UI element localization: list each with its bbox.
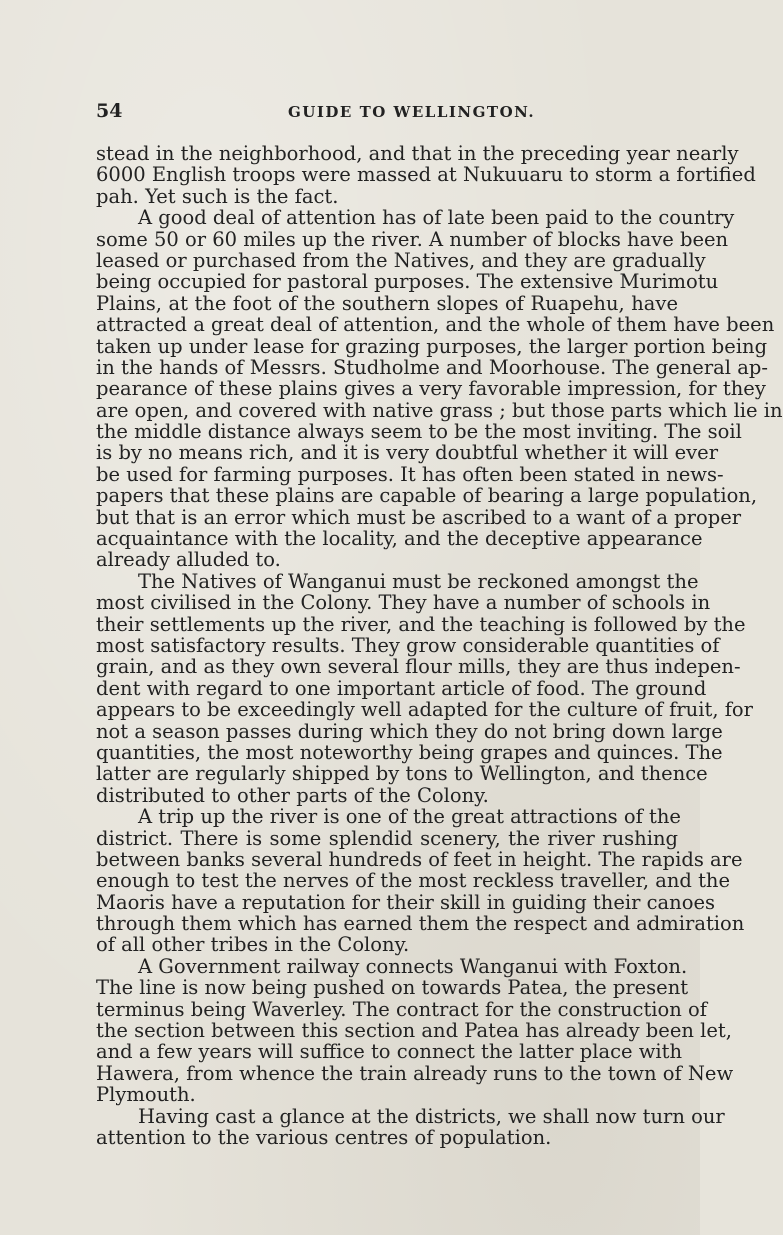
running-title: GUIDE TO WELLINGTON. [288,103,536,121]
text-line: most civilised in the Colony. They have a number of schools in [96,591,711,615]
paragraph [96,569,753,807]
text-line: taken up under lease for grazing purposes, the larger portion being [96,334,768,358]
text-line: of all other tribes in the Colony. [96,933,410,957]
text-line: are open, and covered with native grass ; but those parts which lie in [96,398,783,422]
paragraph [96,206,783,572]
text-line: leased or purchased from the Natives, and they are gradually [96,248,706,272]
text-line: the middle distance always seem to be the most inviting. The soil [96,420,742,444]
paragraph [96,954,734,1107]
text-line: Plains, at the foot of the southern slopes of Ruapehu, have [96,291,678,315]
text-line: acquaintance with the locality, and the deceptive appearance [96,527,703,551]
text-line: Hawera, from whence the train already runs to the town of New [96,1061,734,1085]
text-line: through them which has earned them the respect and admiration [96,912,745,936]
text-line: The line is now being pushed on towards Patea, the present [96,976,689,1000]
text-line: attracted a great deal of attention, and the whole of them have been [96,313,775,337]
text-line: but that is an error which must be ascribed to a want of a proper [96,505,742,529]
text-line: stead in the neighborhood, and that in the preceding year nearly [96,142,739,165]
text-line: Having cast a glance at the districts, we shall now turn our [138,1104,725,1128]
text-line: be used for farming purposes. It has often been stated in news- [96,462,724,486]
text-line: appears to be exceedingly well adapted for the culture of fruit, for [96,698,753,722]
text-line: the section between this section and Patea has already been let, [96,1019,732,1043]
text-line: in the hands of Messrs. Studholme and Moorhouse. The general ap- [96,355,768,379]
text-line: terminus being Waverley. The contract for the construction of [96,997,707,1021]
page-header [96,100,676,126]
text-line: grain, and as they own several flour mills, they are thus indepen- [96,655,741,679]
text-line: distributed to other parts of the Colony. [96,783,489,807]
text-line: The Natives of Wanganui must be reckoned amongst the [138,569,699,593]
text-line: A trip up the river is one of the great attractions of the [138,805,681,829]
page-number: 54 [96,100,123,122]
text-line: pearance of these plains gives a very favorable impression, for they [96,377,766,401]
text-line: being occupied for pastoral purposes. The extensive Murimotu [96,270,719,294]
text-line: quantities, the most noteworthy being grapes and quinces. The [96,740,723,764]
text-line: dent with regard to one important article of food. The ground [96,676,707,700]
text-line: enough to test the nerves of the most reckless traveller, and the [96,869,731,893]
text-line: A Government railway connects Wanganui with Foxton. [138,954,688,978]
text-line: not a season passes during which they do not bring down large [96,719,723,743]
text-line: their settlements up the river, and the teaching is followed by the [96,612,746,636]
text-line: some 50 or 60 miles up the river. A number of blocks have been [96,227,729,251]
text-line: attention to the various centres of population. [96,1125,552,1149]
text-line: district. There is some splendid scenery, the river rushing [96,826,678,850]
text-line: A good deal of attention has of late been paid to the country [138,206,735,230]
text-line: Maoris have a reputation for their skill in guiding their canoes [96,890,716,914]
text-line: most satisfactory results. They grow considerable quantities of [96,633,720,657]
text-line: and a few years will suffice to connect the latter place with [96,1040,683,1064]
paragraph [96,805,745,957]
text-line: already alluded to. [96,548,281,572]
text-line: Plymouth. [96,1083,196,1107]
text-line: latter are regularly shipped by tons to Wellington, and thence [96,762,708,786]
text-line: 6000 English troops were massed at Nukuuaru to storm a fortified [96,163,756,187]
body-text [96,142,783,1149]
text-line: between banks several hundreds of feet in height. The rapids are [96,847,743,871]
text-line: is by no means rich, and it is very doubtful whether it will ever [96,441,719,465]
text-line: papers that these plains are capable of bearing a large population, [96,484,758,508]
text-line: pah. Yet such is the fact. [96,184,339,208]
paragraph [96,142,756,208]
paragraph [96,1104,725,1149]
